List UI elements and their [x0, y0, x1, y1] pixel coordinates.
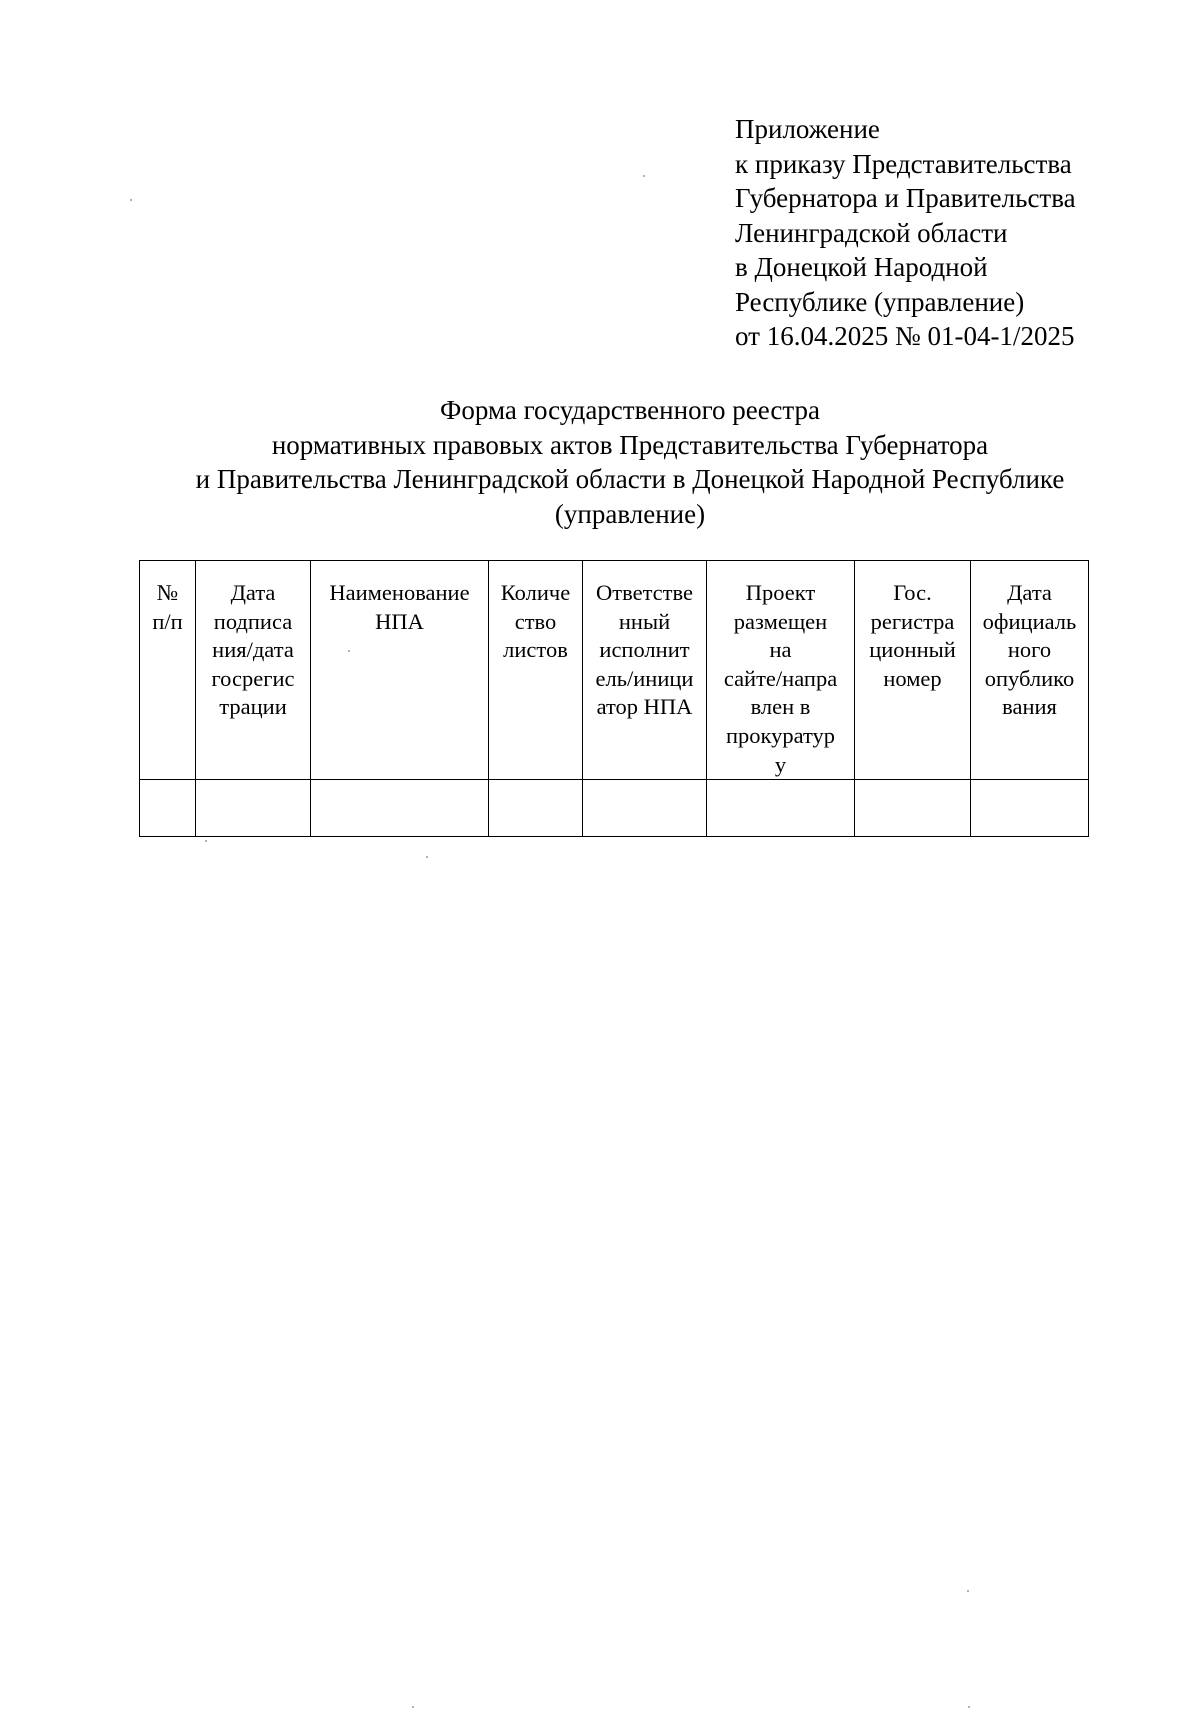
table-cell — [583, 780, 707, 837]
appendix-line: к приказу Представительства — [735, 148, 1072, 179]
appendix-line: в Донецкой Народной — [735, 252, 988, 282]
table-cell — [140, 780, 196, 837]
column-header-signing-date: Дата подписа ния/дата госрегис трации — [196, 561, 311, 780]
scan-speck — [205, 840, 207, 842]
appendix-line: Ленинградской области — [735, 217, 1008, 248]
scan-speck — [130, 199, 132, 201]
appendix-reference — [735, 112, 1135, 354]
table-cell — [971, 780, 1089, 837]
appendix-line: от 16.04.2025 № 01-04-1/2025 — [735, 321, 1075, 351]
appendix-line: Губернатора и Правительства — [735, 183, 1076, 213]
scan-speck — [643, 175, 645, 177]
table-row — [140, 780, 1089, 837]
scan-speck — [348, 650, 350, 652]
table-cell — [855, 780, 971, 837]
column-header-number: № п/п — [140, 561, 196, 780]
column-header-act-name: Наименование НПА — [311, 561, 489, 780]
scan-speck — [426, 856, 428, 858]
form-title — [130, 393, 1130, 531]
column-header-sheet-count: Количе ство листов — [489, 561, 583, 780]
table-cell — [489, 780, 583, 837]
appendix-line: Республике (управление) — [735, 286, 1025, 317]
register-table — [139, 560, 1089, 837]
form-title-line: Форма государственного реестра — [440, 395, 820, 425]
scan-speck — [968, 1706, 970, 1708]
appendix-line: Приложение — [735, 114, 880, 144]
form-title-line: нормативных правовых актов Представительства Губернатора — [271, 429, 989, 460]
table-cell — [311, 780, 489, 837]
column-header-project-posted: Проект размещен на сайте/напра влен в прокуратур у — [707, 561, 855, 780]
table-cell — [707, 780, 855, 837]
column-header-responsible: Ответстве нный исполнит ель/иници атор НПА — [583, 561, 707, 780]
scan-speck — [967, 1590, 969, 1592]
scan-speck — [412, 1706, 414, 1708]
form-title-line: и Правительства Ленинградской области в Донецкой Народной Республике — [195, 464, 1065, 494]
table-cell — [196, 780, 311, 837]
column-header-publication-date: Дата официаль ного опублико вания — [971, 561, 1089, 780]
column-header-registration-number: Гос. регистра ционный номер — [855, 561, 971, 780]
form-title-line: (управление) — [554, 498, 706, 529]
table-header-row — [140, 561, 1089, 780]
